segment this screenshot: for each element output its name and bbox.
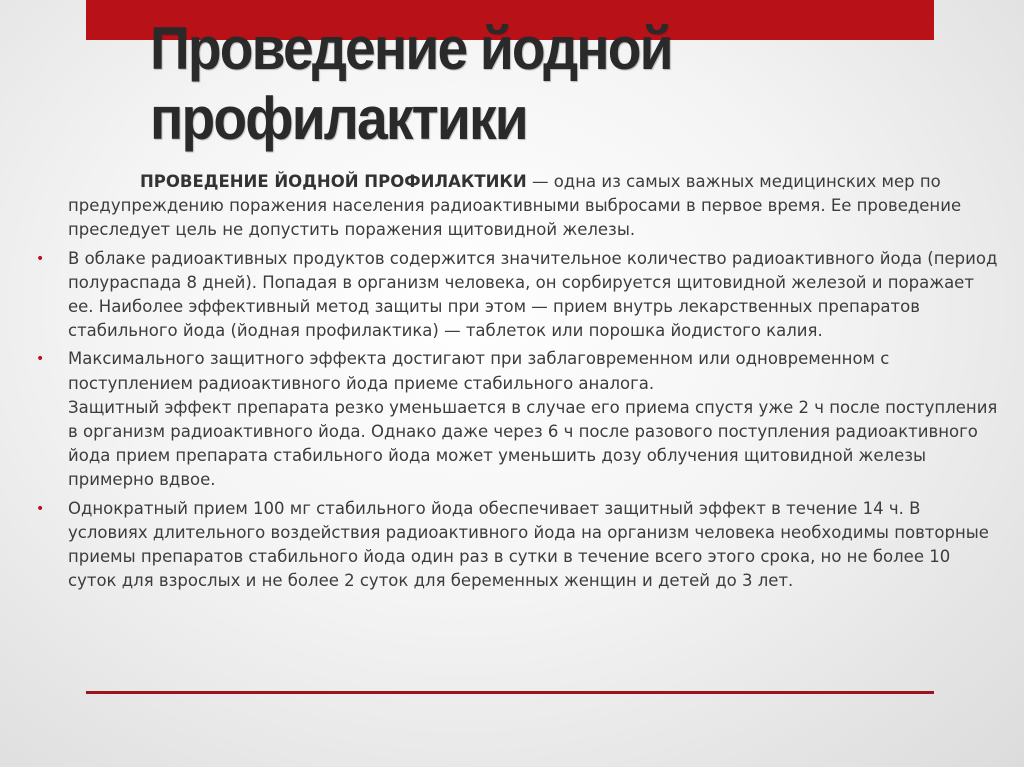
bullet-3-text: Однократный прием 100 мг стабильного йода обеспечивает защитный эффект в течение 14 ч. В условиях длительного воздействия радиоактивного йода на организм человека необходимы повторные приемы препаратов стабильного йода один раз в сутки в течение всего этого срока, но не более 10 суток для взрослых и не более 2 суток для беременных женщин и детей до 3 лет. [68,498,989,591]
bullet-2-text: Максимального защитного эффекта достигают при заблаговременном или одновременном с поступлением радиоактивного йода приеме стабильного аналога. [68,349,890,393]
bullet-dot-icon: • [36,250,45,267]
slide-title-line-2: профилактики [150,85,527,152]
slide-title-line-1: Проведение йодной [150,15,672,82]
slide-body [36,170,998,597]
bullet-dot-icon: • [36,351,45,368]
bullet-item-1 [36,247,998,344]
bullet-dot-icon: • [36,500,45,517]
bullet-item-3 [36,497,998,594]
bullet-2-text-continued: Защитный эффект препарата резко уменьшается в случае его приема спустя уже 2 ч после поступления в организм радиоактивного йода. Однако даже через 6 ч после разового поступления радиоактивного йода прием препарата стабильного йода может уменьшить дозу облучения щитовидной железы примерно вдвое. [68,397,998,490]
bullet-item-2 [36,347,998,492]
bullet-1-text: В облаке радиоактивных продуктов содержится значительное количество радиоактивного йода (период полураспада 8 дней). Попадая в организм человека, он сорбируется щитовидной железой и поражает ее. Наиболее эффективный метод защиты при этом — прием внутрь лекарственных препаратов стабильного йода (йодная профилактика) — таблеток или порошка йодистого калия. [68,248,998,341]
intro-paragraph [68,170,998,243]
slide-title [150,14,904,154]
intro-bold-term: ПРОВЕДЕНИЕ ЙОДНОЙ ПРОФИЛАКТИКИ [140,172,527,191]
intro-text: — одна из самых важных медицинских мер по предупреждению поражения населения радиоактивными выбросами в первое время. Ее проведение преследует цель не допустить поражения щитовидной железы. [68,172,962,240]
bottom-divider-line [86,691,934,694]
